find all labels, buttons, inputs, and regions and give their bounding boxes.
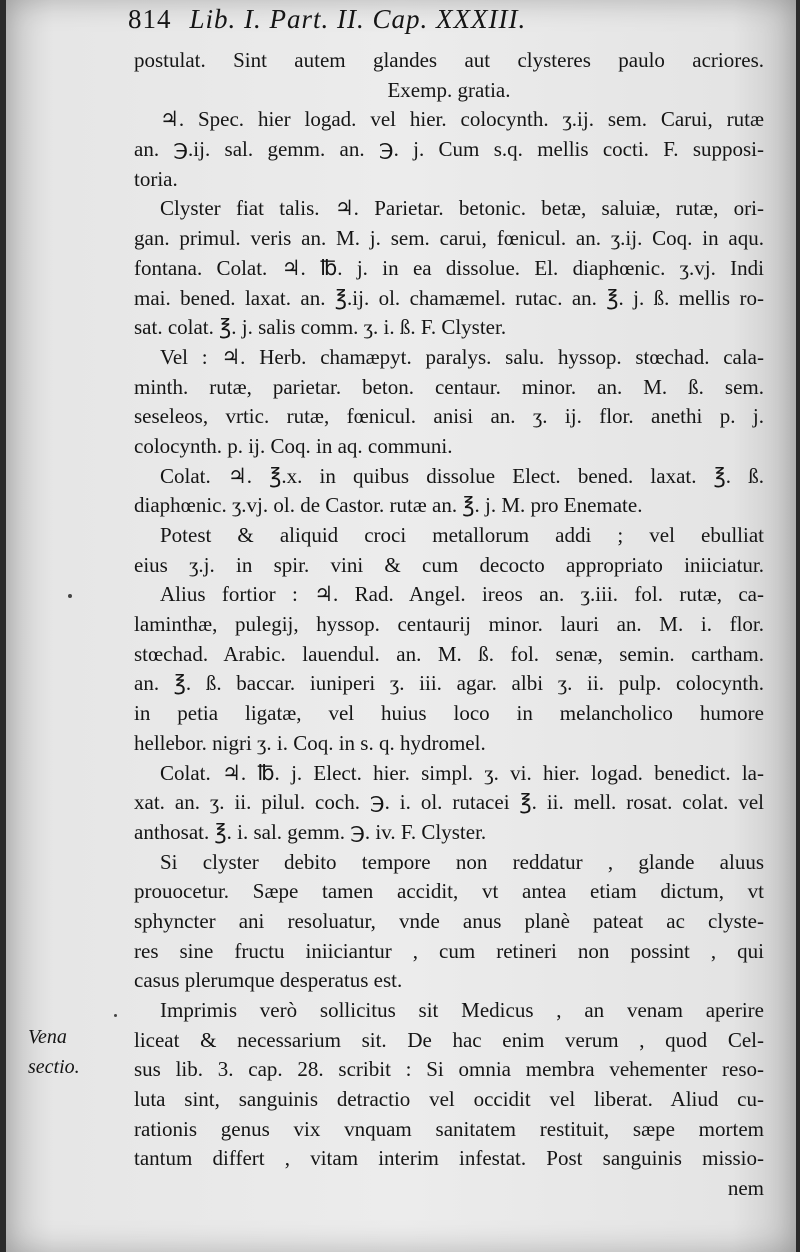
margin-note <box>28 1022 80 1082</box>
text-line: res sine fructu iniiciantur , cum retineri non possint , qui <box>134 938 764 963</box>
text-line: prouocetur. Sæpe tamen accidit, vt antea etiam dictum, vt <box>134 879 764 904</box>
text-line: Alius fortior : ♃. Rad. Angel. ireos an. ʒ.iii. fol. rutæ, ca- <box>160 582 764 607</box>
page-number: 814 <box>128 4 172 34</box>
text-line: colocynth. p. ij. Coq. in aq. communi. <box>134 433 453 458</box>
text-line: eius ʒ.j. in spir. vini & cum decocto appropriato iniiciatur. <box>134 552 764 577</box>
text-line: nem <box>727 1176 764 1201</box>
text-line: mai. bened. laxat. an. ℥.ij. ol. chamæmel. rutac. an. ℥. j. ß. mellis ro- <box>134 285 764 310</box>
text-line: in petia ligatæ, vel huius loco in melancholico humore <box>134 701 764 726</box>
text-line: Colat. ♃. ℔. j. Elect. hier. simpl. ʒ. vi. hier. logad. benedict. la- <box>160 760 764 785</box>
text-line: luta sint, sanguinis detractio vel occidit vel liberat. Aliud cu- <box>134 1087 764 1112</box>
text-line: toria. <box>134 166 178 191</box>
text-line: diaphœnic. ʒ.vj. ol. de Castor. rutæ an. ℥. j. M. pro Enemate. <box>134 493 643 518</box>
text-line: sphyncter ani resoluatur, vnde anus planè pateat ac clyste- <box>134 908 764 933</box>
text-line: Exemp. gratia. <box>387 77 511 102</box>
text-line: liceat & necessarium sit. De hac enim verum , quod Cel- <box>134 1027 764 1052</box>
text-line: Clyster fiat talis. ♃. Parietar. betonic. betæ, saluiæ, rutæ, ori- <box>160 196 764 221</box>
text-line: gan. primul. veris an. M. j. sem. carui, fœnicul. an. ʒ.ij. Coq. in aqu. <box>134 226 764 251</box>
text-line: minth. rutæ, parietar. beton. centaur. minor. an. M. ß. sem. <box>134 374 764 399</box>
text-line: anthosat. ℥. i. sal. gemm. ℈. iv. F. Clyster. <box>134 819 487 844</box>
text-line: Vel : ♃. Herb. chamæpyt. paralys. salu. hyssop. stœchad. cala- <box>160 344 764 369</box>
text-line: an. ℥. ß. baccar. iuniperi ʒ. iii. agar. albi ʒ. ii. pulp. colocynth. <box>134 671 764 696</box>
text-line: Si clyster debito tempore non reddatur , glande aluus <box>160 849 764 874</box>
text-line: seseleos, vrtic. rutæ, fœnicul. anisi an. ʒ. ij. flor. anethi p. j. <box>134 404 764 429</box>
chapter-title: Lib. I. Part. II. Cap. XXXIII. <box>189 4 527 34</box>
text-line: sat. colat. ℥. j. salis comm. ʒ. i. ß. F. Clyster. <box>134 315 507 340</box>
body-text <box>134 46 764 1204</box>
text-line: casus plerumque desperatus est. <box>134 968 403 993</box>
text-line: hellebor. nigri ʒ. i. Coq. in s. q. hydromel. <box>134 730 486 755</box>
text-line: rationis genus vix vnquam sanitatem restituit, sæpe mortem <box>134 1116 764 1141</box>
text-line: Colat. ♃. ℥.x. in quibus dissolue Elect. bened. laxat. ℥. ß. <box>160 463 764 488</box>
text-line: Potest & aliquid croci metallorum addi ; vel ebulliat <box>160 523 764 547</box>
text-line: stœchad. Arabic. lauendul. an. M. ß. fol. senæ, semin. cartham. <box>134 641 764 666</box>
text-line: postulat. Sint autem glandes aut clysteres paulo acriores. <box>134 48 764 72</box>
running-head <box>128 4 526 35</box>
text-line: fontana. Colat. ♃. ℔. j. in ea dissolue. El. diaphœnic. ʒ.vj. Indi <box>134 255 764 280</box>
text-line: laminthæ, pulegij, hyssop. centaurij minor. lauri an. M. i. flor. <box>134 612 764 637</box>
ink-spot <box>114 1014 117 1017</box>
ink-spot <box>68 594 72 598</box>
book-page <box>6 0 796 1252</box>
text-line: an. ℈.ij. sal. gemm. an. ℈. j. Cum s.q. mellis cocti. F. supposi- <box>134 137 764 162</box>
margin-note-line: Vena <box>28 1026 67 1048</box>
text-line: Imprimis verò sollicitus sit Medicus , an venam aperire <box>160 998 764 1022</box>
text-line: sus lib. 3. cap. 28. scribit : Si omnia membra vehementer reso- <box>134 1057 764 1082</box>
margin-note-line: sectio. <box>28 1056 80 1078</box>
text-line: ♃. Spec. hier logad. vel hier. colocynth. ʒ.ij. sem. Carui, rutæ <box>160 107 764 132</box>
text-line: xat. an. ʒ. ii. pilul. coch. ℈. i. ol. rutacei ℥. ii. mell. rosat. colat. vel <box>134 790 764 815</box>
text-line: tantum differt , vitam interim infestat. Post sanguinis missio- <box>134 1146 764 1171</box>
